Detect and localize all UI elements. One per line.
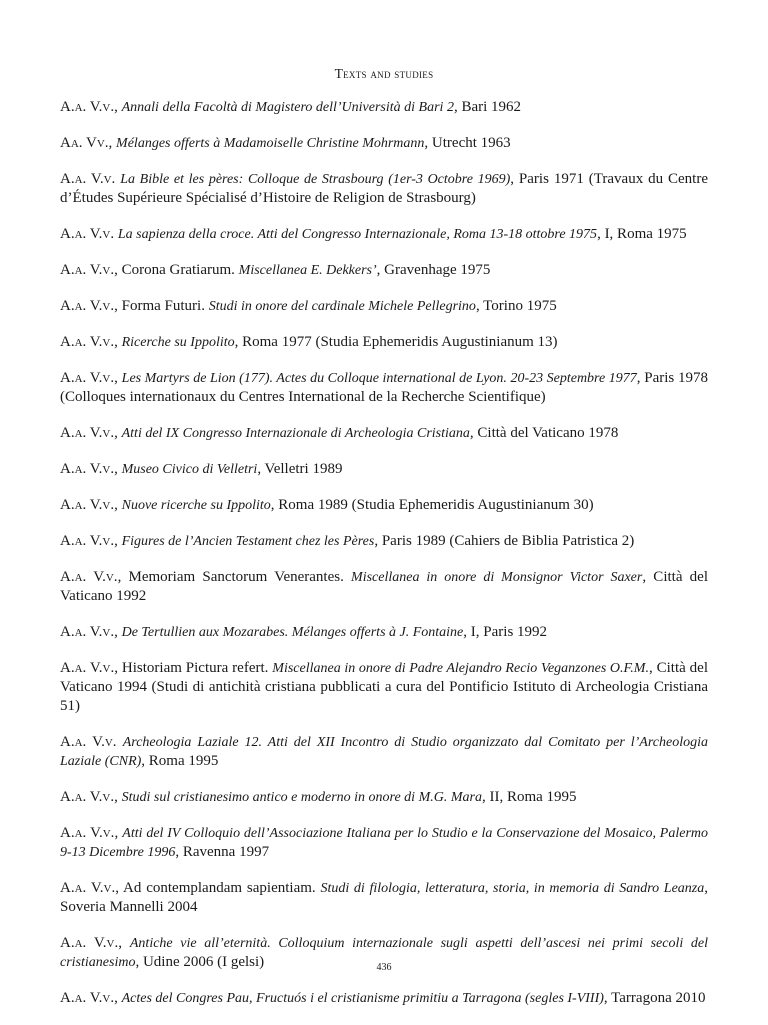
bibliography-entry (60, 369, 708, 407)
entry-title: Studi in onore del cardinale Michele Pellegrino (208, 299, 476, 314)
entry-title: Miscellanea E. Dekkers’ (238, 263, 377, 278)
entry-title: Ricerche su Ippolito (121, 335, 235, 350)
bibliography-entry (60, 824, 708, 862)
entry-title: Miscellanea in onore di Padre Alejandro Recio Veganzones O.F.M. (272, 661, 649, 676)
entry-text: , Tarragona 2010 (603, 990, 706, 1006)
entry-text: , (114, 370, 122, 386)
bibliography-entry (60, 261, 708, 280)
entry-title: Annali della Facoltà di Magistero dell’Università di Bari 2 (121, 100, 454, 115)
entry-text: , Ravenna 1997 (175, 844, 270, 860)
entry-author: A.a. V.v. (60, 734, 117, 750)
entry-author: A.a. V.v. (60, 99, 115, 115)
section-heading (0, 66, 768, 82)
entry-author: A.a. V.v. (60, 171, 116, 187)
entry-title: Antiche vie all’eternità. Colloquium internazionale sugli aspetti dell’ascesi nei primi secoli del cristianesimo (60, 936, 708, 970)
entry-text: , Velletri 1989 (257, 461, 343, 477)
entry-text: , (114, 624, 122, 640)
entry-author: A.a. V.v. (60, 262, 115, 278)
entry-title: Miscellanea in onore di Monsignor Victor Saxer (351, 570, 643, 585)
bibliography-entry (60, 733, 708, 771)
entry-author: A.a. V.v. (60, 334, 115, 350)
entry-text: , Paris 1978 (Colloques internationaux du Centres International de la Recherche Scientifique) (60, 370, 709, 405)
entry-author: A.a. V.v. (60, 789, 115, 805)
entry-title: Actes del Congres Pau, Fructuós i el cristianisme primitiu a Tarragona (segles I-VIII) (121, 991, 604, 1006)
entry-title: Studi di filologia, letteratura, storia, in memoria di Sandro Leanza (320, 881, 705, 896)
bibliography-entry (60, 879, 708, 917)
entry-author: A.a. V.v. (60, 461, 115, 477)
entry-text: , (114, 533, 122, 549)
entry-text: , II, Roma 1995 (481, 789, 577, 805)
entry-text: , I, Paris 1992 (463, 624, 548, 640)
bibliography-entry (60, 496, 708, 515)
entry-text: , (114, 461, 122, 477)
entry-text: , Città del Vaticano 1978 (469, 425, 619, 441)
bibliography-entry (60, 532, 708, 551)
entry-text: , Torino 1975 (475, 298, 557, 314)
bibliography-entry (60, 333, 708, 352)
entry-title: Mélanges offerts à Madamoiselle Christine Mohrmann (116, 136, 425, 151)
entry-text: , Città del Vaticano 1992 (60, 569, 708, 604)
entry-text: , Historiam Pictura refert. (114, 660, 273, 676)
bibliography-entry (60, 623, 708, 642)
entry-text: , Bari 1962 (453, 99, 522, 115)
entry-text: , Paris 1971 (Travaux du Centre d’Études Supérieure Spécialisé d’Histoire de Religion de Strasbourg) (60, 171, 709, 206)
entry-text: , (114, 334, 122, 350)
bibliography-entry (60, 225, 708, 244)
entry-author: A.a. V.v. (60, 624, 115, 640)
entry-title: Les Martyrs de Lion (177). Actes du Colloque international de Lyon. 20-23 Septembre 1977 (121, 371, 637, 386)
entry-text: , Utrecht 1963 (424, 135, 511, 151)
bibliography-entry (60, 659, 708, 716)
entry-text: , (114, 99, 122, 115)
entry-author: Aa. Vv. (60, 135, 109, 151)
bibliography-entry (60, 424, 708, 443)
entry-title: Figures de l’Ancien Testament chez les Pères (121, 534, 375, 549)
entry-text: , Udine 2006 (I gelsi) (135, 954, 265, 970)
bibliography-entry (60, 568, 708, 606)
entry-author: A.a. V.v. (60, 880, 116, 896)
entry-text: , (114, 425, 122, 441)
entry-text: , Forma Futuri. (114, 298, 209, 314)
entry-title: Museo Civico di Velletri (121, 462, 258, 477)
heading-initial: T (334, 66, 344, 81)
entry-title: Archeologia Laziale 12. Atti del XII Incontro di Studio organizzato dal Comitato per l’Archeologia Laziale (CNR) (60, 735, 708, 769)
entry-title: Nuove ricerche su Ippolito (121, 498, 271, 513)
entry-author: A.a. V.v. (60, 825, 115, 841)
entry-author: A.a. V.v. (60, 990, 115, 1006)
entry-title: La Bible et les pères: Colloque de Strasbourg (1er-3 Octobre 1969) (120, 172, 511, 187)
entry-title: De Tertullien aux Mozarabes. Mélanges offerts à J. Fontaine (121, 625, 464, 640)
bibliography-entry (60, 170, 708, 208)
entry-title: Atti del IX Congresso Internazionale di Archeologia Cristiana (121, 426, 470, 441)
entry-text: , Paris 1989 (Cahiers de Biblia Patristica 2) (374, 533, 635, 549)
bibliography-entry (60, 134, 708, 153)
entry-text: , (118, 935, 130, 951)
entry-title: Studi sul cristianesimo antico e moderno in onore di M.G. Mara (121, 790, 482, 805)
entry-text: , I, Roma 1975 (597, 226, 687, 242)
entry-author: A.a. V.v. (60, 298, 115, 314)
entry-text: , Gravenhage 1975 (376, 262, 491, 278)
entry-text: , (114, 789, 122, 805)
entry-title: La sapienza della croce. Atti del Congresso Internazionale, Roma 13-18 ottobre 1975 (117, 227, 598, 242)
entry-text: , Soveria Mannelli 2004 (60, 880, 709, 915)
entry-text: , Roma 1995 (141, 753, 219, 769)
page-number: 436 (376, 962, 392, 973)
entry-author: A.a. V.v. (60, 425, 115, 441)
entry-text: , (108, 135, 117, 151)
entry-text: , (114, 825, 123, 841)
bibliography-entry (60, 788, 708, 807)
entry-author: A.a. V.v. (60, 569, 118, 585)
bibliography-entry (60, 989, 708, 1008)
entry-author: A.a. V.v. (60, 370, 115, 386)
entry-text: , Città del Vaticano 1994 (Studi di antichità cristiana pubblicati a cura del Pontificio Istituto di Archeologia Cristiana 51) (60, 660, 708, 714)
entry-author: A.a. V.v. (60, 226, 115, 242)
entry-text: , (114, 990, 122, 1006)
bibliography-entry (60, 98, 708, 117)
bibliography-entry (60, 460, 708, 479)
entry-text: , Corona Gratiarum. (114, 262, 239, 278)
entry-author: A.a. V.v. (60, 935, 119, 951)
entry-author: A.a. V.v. (60, 660, 115, 676)
bibliography-list (60, 98, 708, 1025)
heading-rest: exts and studies (343, 66, 434, 81)
entry-text: , Roma 1989 (Studia Ephemeridis Augustinianum 30) (270, 497, 594, 513)
entry-text: , Memoriam Sanctorum Venerantes. (117, 569, 352, 585)
entry-text: , (114, 497, 122, 513)
entry-author: A.a. V.v. (60, 497, 115, 513)
bibliography-entry (60, 297, 708, 316)
entry-title: Atti del IV Colloquio dell’Associazione Italiana per lo Studio e la Conservazione del Mosaico, Palermo 9-13 Dicembre 1996 (60, 826, 709, 860)
entry-text: , Roma 1977 (Studia Ephemeridis Augustinianum 13) (234, 334, 558, 350)
entry-author: A.a. V.v. (60, 533, 115, 549)
entry-text: , Ad contemplandam sapientiam. (115, 880, 321, 896)
